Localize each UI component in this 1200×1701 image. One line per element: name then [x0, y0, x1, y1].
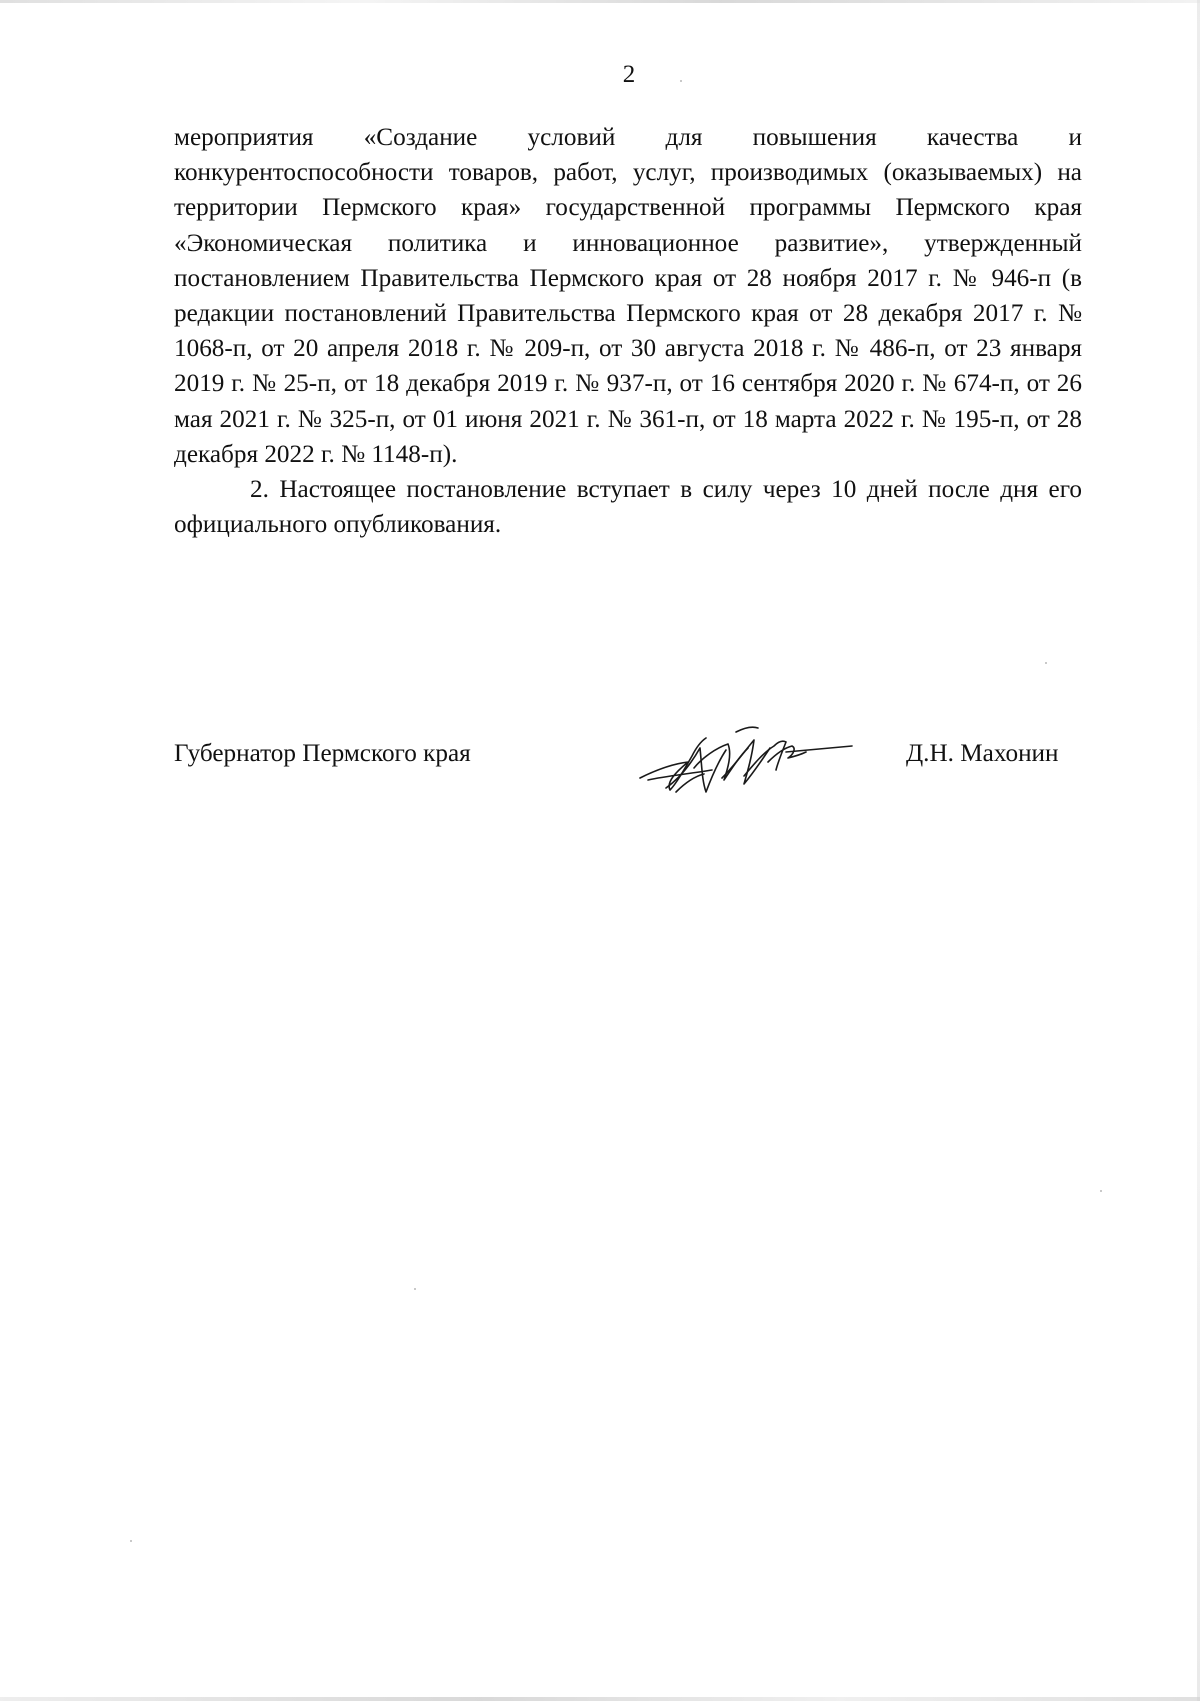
body-paragraph-1: мероприятия «Создание условий для повышения качества и конкурентоспособности товаров, работ, услуг, производимых (оказываемых) на территории Пермского края» государственной программы Пермского края «Экономическая политика и инновационное развитие», утвержденный постановлением Правительства Пермского края от 28 ноября 2017 г. № 946-п (в редакции постановлений Правительства Пермского края от 28 декабря 2017 г. № 1068-п, от 20 апреля 2018 г. № 209-п, от 30 августа 2018 г. № 486-п, от 23 января 2019 г. № 25-п, от 18 декабря 2019 г. № 937-п, от 16 сентября 2020 г. № 674-п, от 26 мая 2021 г. № 325-п, от 01 июня 2021 г. № 361-п, от 18 марта 2022 г. № 195-п, от 28 декабря 2022 г. № 1148-п).: [174, 124, 1082, 468]
page-number: 2: [622, 61, 636, 88]
signer-position: Губернатор Пермского края: [174, 740, 471, 767]
scan-speck: [680, 80, 682, 82]
handwritten-signature: [636, 718, 856, 800]
document-body: [174, 120, 1082, 542]
signer-name: Д.Н. Махонин: [906, 740, 1059, 767]
scan-edge-bottom: [0, 1697, 1200, 1701]
scan-speck: [130, 1540, 132, 1542]
scan-speck: [414, 1288, 416, 1290]
scan-speck: [1045, 662, 1047, 664]
body-paragraph-2: 2. Настоящее постановление вступает в силу через 10 дней после дня его официального опубликования.: [174, 476, 1082, 539]
scan-speck: [1100, 1190, 1102, 1192]
scan-edge-top: [0, 0, 1200, 3]
